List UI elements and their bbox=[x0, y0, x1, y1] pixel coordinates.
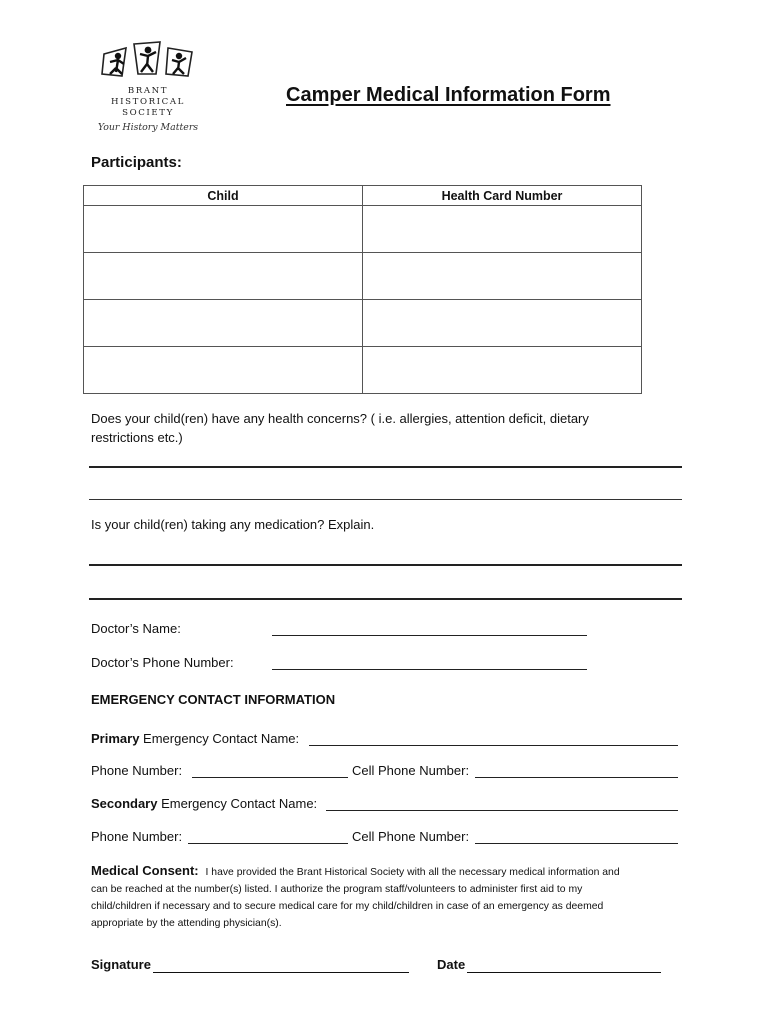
secondary-cell-field[interactable] bbox=[475, 843, 678, 844]
doctor-phone-label: Doctor’s Phone Number: bbox=[91, 655, 234, 670]
medication-answer-line[interactable] bbox=[89, 598, 682, 600]
child-cell[interactable] bbox=[84, 206, 363, 253]
column-header-child: Child bbox=[84, 186, 363, 206]
medical-consent-paragraph bbox=[91, 862, 691, 932]
health-card-cell[interactable] bbox=[363, 347, 642, 394]
logo-line-historical: HISTORICAL bbox=[111, 97, 185, 107]
primary-contact-label bbox=[91, 731, 299, 746]
primary-contact-name-field[interactable] bbox=[309, 745, 678, 746]
column-header-health-card: Health Card Number bbox=[363, 186, 642, 206]
table-row bbox=[84, 206, 642, 253]
signature-label: Signature bbox=[91, 957, 151, 972]
medical-consent-label: Medical Consent: bbox=[91, 863, 199, 878]
signature-field[interactable] bbox=[153, 972, 409, 973]
health-concerns-question-line1: Does your child(ren) have any health concerns? ( i.e. allergies, attention deficit, dietary bbox=[91, 411, 589, 426]
primary-phone-field[interactable] bbox=[192, 777, 348, 778]
table-header-row bbox=[84, 186, 642, 206]
child-cell[interactable] bbox=[84, 347, 363, 394]
medication-question: Is your child(ren) taking any medication? Explain. bbox=[91, 517, 375, 532]
brant-historical-society-logo bbox=[96, 38, 200, 138]
doctor-name-field[interactable] bbox=[272, 635, 587, 636]
primary-phone-label: Phone Number: bbox=[91, 763, 183, 778]
health-card-cell[interactable] bbox=[363, 206, 642, 253]
health-card-cell[interactable] bbox=[363, 300, 642, 347]
logo-line-society: SOCIETY bbox=[122, 108, 174, 118]
primary-label-bold: Primary bbox=[91, 731, 140, 746]
form-title: Camper Medical Information Form bbox=[286, 84, 611, 106]
secondary-label-text: Emergency Contact Name: bbox=[161, 796, 318, 811]
doctor-name-label: Doctor’s Name: bbox=[91, 621, 181, 636]
participants-heading: Participants: bbox=[91, 154, 182, 171]
primary-cell-field[interactable] bbox=[475, 777, 678, 778]
secondary-phone-field[interactable] bbox=[188, 843, 348, 844]
table-row bbox=[84, 253, 642, 300]
consent-line: appropriate by the attending physician(s). bbox=[91, 918, 282, 929]
child-cell[interactable] bbox=[84, 253, 363, 300]
table-row bbox=[84, 347, 642, 394]
secondary-label-bold: Secondary bbox=[91, 796, 158, 811]
emergency-heading: EMERGENCY CONTACT INFORMATION bbox=[91, 692, 336, 707]
health-concerns-question-line2: restrictions etc.) bbox=[91, 430, 183, 445]
logo-figures-icon bbox=[96, 38, 200, 84]
secondary-phone-label: Phone Number: bbox=[91, 829, 183, 844]
health-concerns-answer-line[interactable] bbox=[89, 466, 682, 468]
child-cell[interactable] bbox=[84, 300, 363, 347]
logo-tagline: Your History Matters bbox=[97, 122, 199, 133]
secondary-cell-label: Cell Phone Number: bbox=[352, 829, 470, 844]
participants-table bbox=[83, 185, 642, 394]
logo-line-brant: BRANT bbox=[127, 86, 169, 96]
table-row bbox=[84, 300, 642, 347]
date-label: Date bbox=[437, 957, 466, 972]
date-field[interactable] bbox=[467, 972, 661, 973]
primary-cell-label: Cell Phone Number: bbox=[352, 763, 470, 778]
health-concerns-answer-line[interactable] bbox=[89, 499, 682, 500]
medication-answer-line[interactable] bbox=[89, 564, 682, 566]
primary-label-text: Emergency Contact Name: bbox=[143, 731, 300, 746]
secondary-contact-name-field[interactable] bbox=[326, 810, 678, 811]
consent-line: can be reached at the number(s) listed. I authorize the program staff/volunteers to administer first aid to my bbox=[91, 884, 583, 895]
consent-line: child/children if necessary and to secure medical care for my child/children in case of an emergency as deemed bbox=[91, 901, 604, 912]
consent-line: I have provided the Brant Historical Society with all the necessary medical information and bbox=[205, 867, 620, 878]
doctor-phone-field[interactable] bbox=[272, 669, 587, 670]
secondary-contact-label bbox=[91, 796, 317, 811]
health-card-cell[interactable] bbox=[363, 253, 642, 300]
